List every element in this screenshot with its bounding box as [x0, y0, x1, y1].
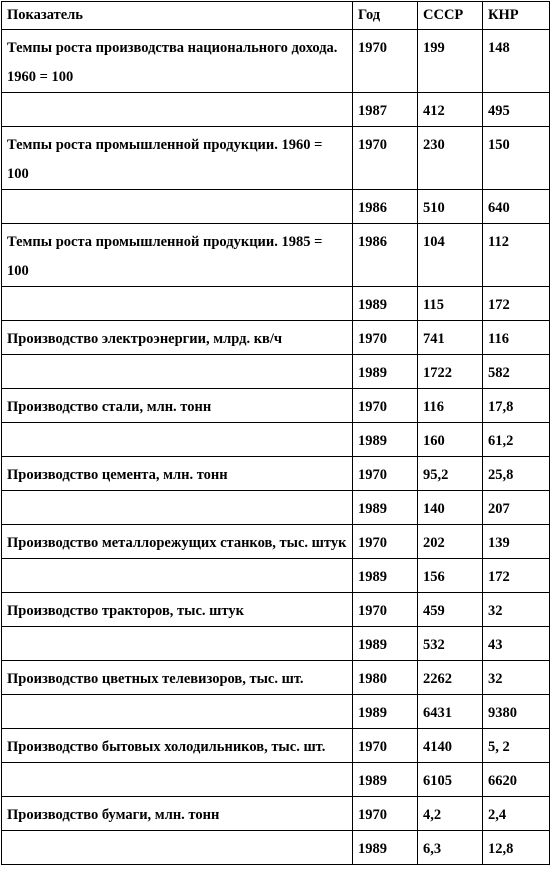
- prc-value-cell: 5, 2: [483, 729, 550, 763]
- indicator-cell: [2, 287, 353, 321]
- ussr-value-cell: 202: [418, 525, 483, 559]
- ussr-value-cell: 140: [418, 491, 483, 525]
- table-row: [2, 797, 550, 831]
- table-row: [2, 491, 550, 525]
- year-cell: 1980: [353, 661, 418, 695]
- ussr-value-cell: 1722: [418, 355, 483, 389]
- table-row: [2, 127, 550, 190]
- ussr-value-cell: 4140: [418, 729, 483, 763]
- ussr-value-cell: 104: [418, 224, 483, 287]
- table-row: [2, 287, 550, 321]
- year-cell: 1970: [353, 321, 418, 355]
- table-row: [2, 321, 550, 355]
- indicator-cell: Темпы роста промышленной продукции. 1960 = 100: [2, 127, 353, 190]
- prc-value-cell: 495: [483, 93, 550, 127]
- year-cell: 1970: [353, 127, 418, 190]
- ussr-value-cell: 510: [418, 190, 483, 224]
- year-cell: 1970: [353, 729, 418, 763]
- ussr-value-cell: 741: [418, 321, 483, 355]
- ussr-value-cell: 459: [418, 593, 483, 627]
- ussr-value-cell: 6,3: [418, 831, 483, 865]
- table-row: [2, 93, 550, 127]
- ussr-value-cell: 156: [418, 559, 483, 593]
- year-cell: 1970: [353, 525, 418, 559]
- year-cell: 1970: [353, 457, 418, 491]
- indicator-cell: Производство цемента, млн. тонн: [2, 457, 353, 491]
- table-row: [2, 457, 550, 491]
- ussr-value-cell: 6105: [418, 763, 483, 797]
- table-row: [2, 627, 550, 661]
- indicator-cell: Производство цветных телевизоров, тыс. шт.: [2, 661, 353, 695]
- year-cell: 1987: [353, 93, 418, 127]
- indicator-cell: [2, 763, 353, 797]
- year-cell: 1989: [353, 423, 418, 457]
- ussr-value-cell: 412: [418, 93, 483, 127]
- prc-value-cell: 6620: [483, 763, 550, 797]
- ussr-value-cell: 115: [418, 287, 483, 321]
- ussr-value-cell: 2262: [418, 661, 483, 695]
- header-indicator: Показатель: [2, 2, 353, 30]
- indicator-cell: [2, 695, 353, 729]
- table-row: [2, 525, 550, 559]
- ussr-value-cell: 116: [418, 389, 483, 423]
- year-cell: 1986: [353, 224, 418, 287]
- prc-value-cell: 582: [483, 355, 550, 389]
- indicator-cell: [2, 355, 353, 389]
- indicator-cell: Производство бумаги, млн. тонн: [2, 797, 353, 831]
- year-cell: 1989: [353, 287, 418, 321]
- prc-value-cell: 43: [483, 627, 550, 661]
- prc-value-cell: 61,2: [483, 423, 550, 457]
- year-cell: 1989: [353, 831, 418, 865]
- prc-value-cell: 32: [483, 661, 550, 695]
- ussr-value-cell: 4,2: [418, 797, 483, 831]
- prc-value-cell: 116: [483, 321, 550, 355]
- year-cell: 1970: [353, 593, 418, 627]
- header-prc: КНР: [483, 2, 550, 30]
- table-row: [2, 30, 550, 93]
- ussr-value-cell: 532: [418, 627, 483, 661]
- header-ussr: СССР: [418, 2, 483, 30]
- table-row: [2, 224, 550, 287]
- year-cell: 1970: [353, 797, 418, 831]
- prc-value-cell: 148: [483, 30, 550, 93]
- prc-value-cell: 17,8: [483, 389, 550, 423]
- table-row: [2, 355, 550, 389]
- header-year: Год: [353, 2, 418, 30]
- table-row: [2, 389, 550, 423]
- ussr-value-cell: 6431: [418, 695, 483, 729]
- indicator-cell: [2, 423, 353, 457]
- table-row: [2, 593, 550, 627]
- header-row: [2, 2, 550, 30]
- table-row: [2, 695, 550, 729]
- prc-value-cell: 25,8: [483, 457, 550, 491]
- table-body: [2, 30, 550, 865]
- year-cell: 1989: [353, 763, 418, 797]
- indicator-cell: [2, 627, 353, 661]
- prc-value-cell: 9380: [483, 695, 550, 729]
- year-cell: 1989: [353, 695, 418, 729]
- prc-value-cell: 112: [483, 224, 550, 287]
- ussr-value-cell: 160: [418, 423, 483, 457]
- indicator-cell: Темпы роста промышленной продукции. 1985 = 100: [2, 224, 353, 287]
- table-header: [2, 2, 550, 30]
- ussr-value-cell: 95,2: [418, 457, 483, 491]
- table-row: [2, 831, 550, 865]
- indicator-cell: [2, 93, 353, 127]
- prc-value-cell: 172: [483, 559, 550, 593]
- table-row: [2, 190, 550, 224]
- prc-value-cell: 150: [483, 127, 550, 190]
- year-cell: 1970: [353, 30, 418, 93]
- prc-value-cell: 640: [483, 190, 550, 224]
- year-cell: 1989: [353, 491, 418, 525]
- year-cell: 1989: [353, 559, 418, 593]
- year-cell: 1970: [353, 389, 418, 423]
- indicator-cell: Производство металлорежущих станков, тыс. штук: [2, 525, 353, 559]
- indicator-cell: [2, 190, 353, 224]
- table-row: [2, 763, 550, 797]
- indicator-cell: Производство электроэнергии, млрд. кв/ч: [2, 321, 353, 355]
- table-row: [2, 661, 550, 695]
- prc-value-cell: 172: [483, 287, 550, 321]
- prc-value-cell: 2,4: [483, 797, 550, 831]
- indicator-cell: Производство стали, млн. тонн: [2, 389, 353, 423]
- indicator-cell: [2, 491, 353, 525]
- table-row: [2, 423, 550, 457]
- table-row: [2, 729, 550, 763]
- table-row: [2, 559, 550, 593]
- indicator-cell: [2, 831, 353, 865]
- prc-value-cell: 32: [483, 593, 550, 627]
- year-cell: 1989: [353, 355, 418, 389]
- prc-value-cell: 12,8: [483, 831, 550, 865]
- ussr-value-cell: 230: [418, 127, 483, 190]
- prc-value-cell: 207: [483, 491, 550, 525]
- indicator-cell: Производство тракторов, тыс. штук: [2, 593, 353, 627]
- comparison-table: [1, 1, 550, 865]
- prc-value-cell: 139: [483, 525, 550, 559]
- indicator-cell: Темпы роста производства национального дохода. 1960 = 100: [2, 30, 353, 93]
- year-cell: 1986: [353, 190, 418, 224]
- year-cell: 1989: [353, 627, 418, 661]
- indicator-cell: [2, 559, 353, 593]
- ussr-value-cell: 199: [418, 30, 483, 93]
- indicator-cell: Производство бытовых холодильников, тыс. шт.: [2, 729, 353, 763]
